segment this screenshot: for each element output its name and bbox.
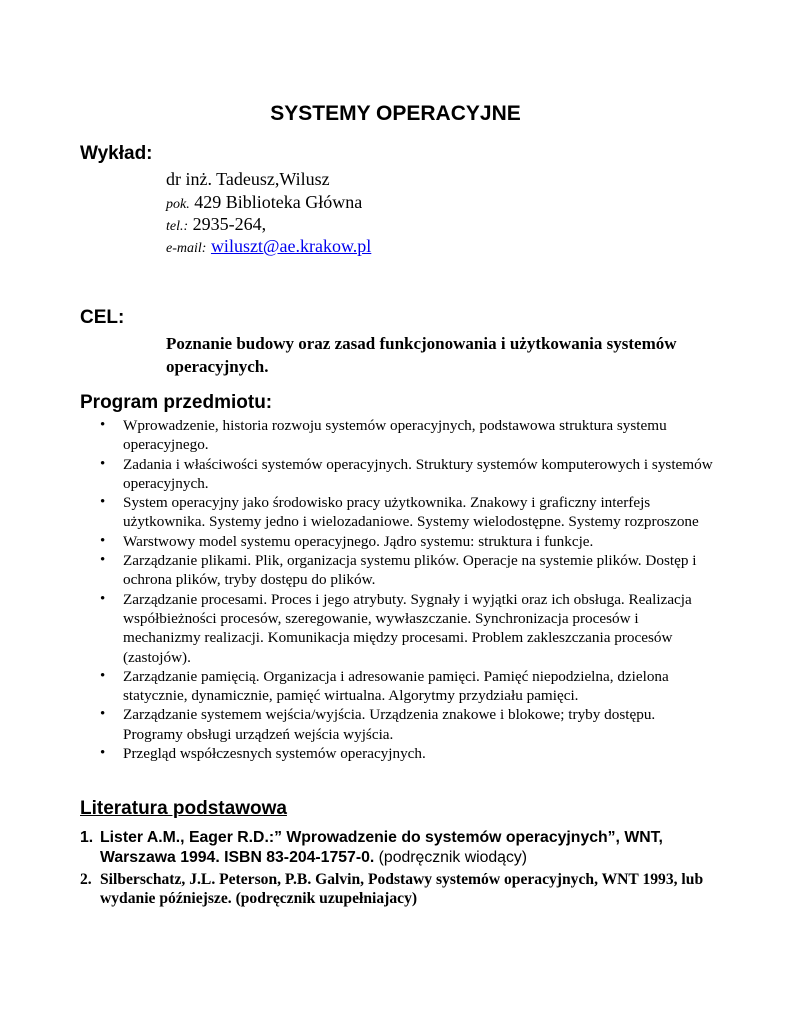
program-heading: Program przedmiotu: [80,392,273,413]
program-item: • Wprowadzenie, historia rozwoju systemów operacyjnych, podstawowa struktura systemu operacyjnego. [96,416,716,455]
program-item: • Zadania i właściwości systemów operacyjnych. Struktury systemów komputerowych i systemów operacyjnych. [96,455,716,494]
email-label: e-mail: [166,241,207,256]
program-item: • Zarządzanie pamięcią. Organizacja i adresowanie pamięci. Pamięć niepodzielna, dzielona statycznie, dynamicznie, pamięć wirtualna. Algorytmy przydziału pamięci. [96,667,716,706]
room-line [166,192,362,213]
literature-heading: Literatura podstawowa [80,798,287,819]
program-item: • System operacyjny jako środowisko pracy użytkownika. Znakowy i graficzny interfejs użytkownika. Systemy jedno i wielozadaniowe. Systemy wielodostępne. Systemy rozproszone [96,493,716,532]
phone-value: 2935-264, [192,214,267,234]
literature-item-citation: Lister A.M., Eager R.D.:” Wprowadzenie do systemów operacyjnych”, WNT, Warszawa 1994. ISBN 83-204-1757-0. [100,829,663,866]
phone-label: tel.: [166,219,189,234]
literature-item [80,870,720,908]
literature-item [80,828,720,868]
room-label: pok. [166,197,190,212]
program-item: • Zarządzanie plikami. Plik, organizacja systemu plików. Operacje na systemie plików. Dostęp i ochrona plików, tryby dostępu do plików. [96,551,716,590]
phone-line [166,214,266,235]
goal-text: Poznanie budowy oraz zasad funkcjonowania i użytkowania systemów operacyjnych. [166,334,677,376]
page-title: SYSTEMY OPERACYJNE [270,102,521,125]
program-item: • Warstwowy model systemu operacyjnego. Jądro systemu: struktura i funkcje. [96,532,716,551]
program-item: • Zarządzanie systemem wejścia/wyjścia. Urządzenia znakowe i blokowe; tryby dostępu. Programy obsługi urządzeń wejścia wyjścia. [96,705,716,744]
literature-item-number: 2. [80,871,92,888]
lecturer-name: dr inż. Tadeusz,Wilusz [166,169,330,189]
goal-heading: CEL: [80,307,125,328]
email-line [166,236,371,257]
literature-item-citation: Silberschatz, J.L. Peterson, P.B. Galvin, Podstawy systemów operacyjnych, WNT 1993, lub wydanie późniejsze. (podręcznik uzupełniajacy) [100,871,704,907]
program-list [96,416,716,763]
program-item: • Zarządzanie procesami. Proces i jego atrybuty. Sygnały i wyjątki oraz ich obsługa. Realizacja współbieżności procesów, szeregowanie, wywłaszczanie. Synchronizacja procesów i mechanizmy realizacji. Komunikacja między procesami. Problem zakleszczania procesów (zastojów). [96,590,716,667]
literature-list [80,828,720,908]
literature-item-number: 1. [80,829,94,846]
email-link[interactable]: wiluszt@ae.krakow.pl [210,236,372,256]
program-item: • Przegląd współczesnych systemów operacyjnych. [96,744,716,763]
room-value: 429 Biblioteka Główna [194,192,363,212]
lecture-heading: Wykład: [80,143,153,164]
literature-item-note: (podręcznik wiodący) [374,849,528,866]
